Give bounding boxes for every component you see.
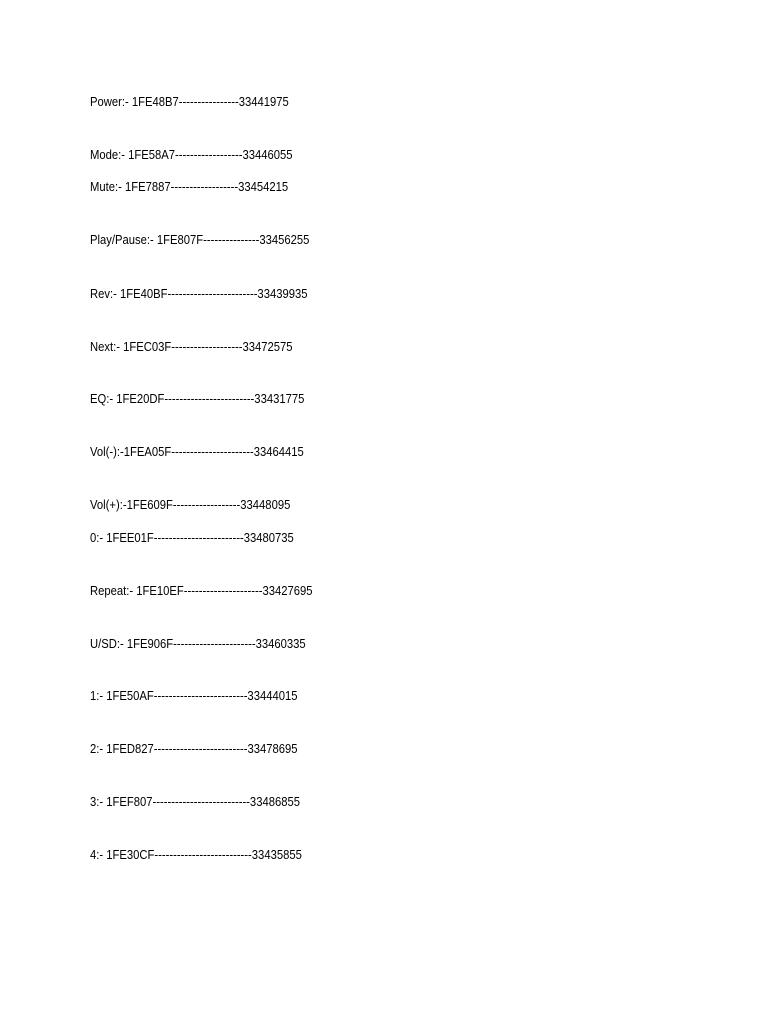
ir-code-line-repeat: Repeat:- 1FE10EF---------------------33427695 xyxy=(90,584,313,598)
ir-code-line-4: 4:- 1FE30CF--------------------------33435855 xyxy=(90,848,302,862)
ir-code-line-power: Power:- 1FE48B7----------------33441975 xyxy=(90,95,289,109)
ir-code-line-next: Next:- 1FEC03F-------------------33472575 xyxy=(90,340,293,354)
ir-code-line-vol-minus: Vol(-):-1FEA05F----------------------33464415 xyxy=(90,445,304,459)
ir-code-line-1: 1:- 1FE50AF-------------------------33444015 xyxy=(90,689,298,703)
ir-code-line-0: 0:- 1FEE01F------------------------33480735 xyxy=(90,531,294,545)
ir-code-line-eq: EQ:- 1FE20DF------------------------33431775 xyxy=(90,392,305,406)
ir-code-line-usd: U/SD:- 1FE906F----------------------33460335 xyxy=(90,637,306,651)
ir-code-line-mute: Mute:- 1FE7887------------------33454215 xyxy=(90,180,289,194)
ir-code-line-mode: Mode:- 1FE58A7------------------33446055 xyxy=(90,148,293,162)
ir-code-line-2: 2:- 1FED827-------------------------33478695 xyxy=(90,742,298,756)
ir-code-line-play-pause: Play/Pause:- 1FE807F---------------33456255 xyxy=(90,233,310,247)
ir-code-line-vol-plus: Vol(+):-1FE609F------------------33448095 xyxy=(90,498,291,512)
ir-code-line-3: 3:- 1FEF807--------------------------33486855 xyxy=(90,795,300,809)
ir-code-line-rev: Rev:- 1FE40BF------------------------33439935 xyxy=(90,287,308,301)
